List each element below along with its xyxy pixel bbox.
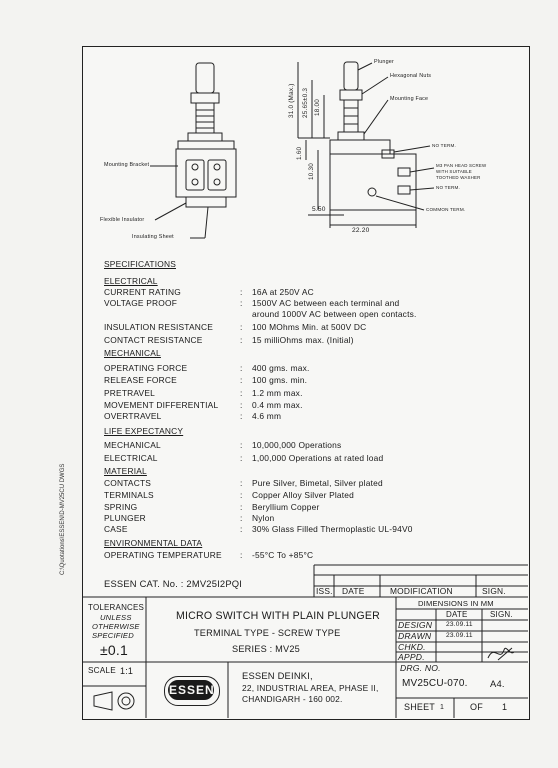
spec-colon: : [240, 440, 243, 450]
spec-value: 4.6 mm [252, 411, 282, 421]
spec-label: MECHANICAL [104, 440, 161, 450]
company-address-1: 22, INDUSTRIAL AREA, PHASE II, [242, 683, 379, 693]
spec-value: Pure Silver, Bimetal, Silver plated [252, 478, 383, 488]
approval-sign-header: SIGN. [490, 610, 513, 619]
spec-value: -55°C To +85°C [252, 550, 314, 560]
spec-colon: : [240, 400, 243, 410]
sheet-number: 1 [440, 704, 445, 711]
drg-number: MV25CU-070. [402, 678, 468, 689]
spec-colon: : [240, 388, 243, 398]
spec-value: 1500V AC between each terminal and [252, 298, 400, 308]
spec-value: 0.4 mm max. [252, 400, 303, 410]
tolerances-unless: UNLESS [100, 613, 132, 622]
spec-label: MOVEMENT DIFFERENTIAL [104, 400, 219, 410]
scale-value: 1:1 [120, 666, 134, 676]
tolerances-specified: SPECIFIED [92, 631, 134, 640]
label-no-term-1: NO TERM. [432, 143, 456, 148]
material-heading: MATERIAL [104, 466, 147, 476]
company-name: ESSEN DEINKI, [242, 670, 313, 681]
spec-value: 1,00,000 Operations at rated load [252, 453, 384, 463]
spec-value: Copper Alloy Silver Plated [252, 490, 355, 500]
title-line-2: TERMINAL TYPE - SCREW TYPE [194, 628, 341, 638]
electrical-heading: ELECTRICAL [104, 276, 158, 286]
rev-sign: SIGN. [482, 586, 506, 596]
drg-label: DRG. NO. [400, 663, 441, 673]
spec-value: 400 gms. max. [252, 363, 310, 373]
spec-label: CASE [104, 524, 128, 534]
dim-2220: 22.20 [352, 227, 370, 234]
mechanical-heading: MECHANICAL [104, 348, 161, 358]
spec-label: VOLTAGE PROOF [104, 298, 178, 308]
spec-label: ELECTRICAL [104, 453, 158, 463]
approval-row-date: 23.09.11 [446, 632, 473, 639]
essen-logo: ESSEN [168, 680, 214, 700]
title-line-3: SERIES : MV25 [232, 644, 300, 654]
spec-value: around 1000V AC between open contacts. [252, 309, 417, 319]
of-label: OF [470, 702, 483, 712]
spec-colon: : [240, 550, 243, 560]
label-screw-note-2: WITH SUITABLE [436, 169, 472, 174]
catalogue-number: ESSEN CAT. No. : 2MV25I2PQI [104, 578, 243, 589]
company-address-2: CHANDIGARH - 160 002. [242, 694, 343, 704]
spec-value: 10,000,000 Operations [252, 440, 342, 450]
spec-value: 15 milliOhms max. (Initial) [252, 335, 354, 345]
dim-550: 5.50 [312, 206, 326, 213]
spec-label: TERMINALS [104, 490, 154, 500]
spec-value: 100 gms. min. [252, 375, 308, 385]
approval-row-label: CHKD. [398, 642, 426, 652]
tolerances-label: TOLERANCES [88, 603, 145, 612]
approval-row-date: 23.09.11 [446, 621, 473, 628]
dim-18: 18.00 [314, 99, 321, 116]
label-insulating-sheet: Insulating Sheet [132, 234, 174, 240]
spec-value: 1.2 mm max. [252, 388, 303, 398]
label-plunger: Plunger [374, 59, 394, 65]
approval-row-label: DRAWN [398, 631, 432, 641]
dims-in-mm: DIMENSIONS IN MM [418, 599, 494, 608]
of-number: 1 [502, 702, 508, 712]
spec-value: 100 MOhms Min. at 500V DC [252, 322, 367, 332]
label-screw-note-1: M3 PAN HEAD SCREW [436, 163, 487, 168]
spec-colon: : [240, 287, 243, 297]
env-heading: ENVIRONMENTAL DATA [104, 538, 203, 548]
label-screw-note-3: TOOTHED WASHER [436, 175, 481, 180]
label-mounting-bracket: Mounting Bracket [104, 162, 150, 168]
label-no-term-2: NO TERM. [436, 185, 460, 190]
label-common-term: COMMON TERM. [426, 207, 466, 212]
spec-label: OPERATING FORCE [104, 363, 188, 373]
signature-mark [484, 640, 518, 664]
tolerance-value: ±0.1 [100, 642, 128, 658]
dim-31: 31.0 (Max.) [288, 83, 295, 118]
spec-colon: : [240, 298, 243, 308]
spec-value: Nylon [252, 513, 275, 523]
scale-label: SCALE [88, 666, 116, 675]
spec-label: RELEASE FORCE [104, 375, 177, 385]
spec-colon: : [240, 411, 243, 421]
dim-1030: 10.30 [308, 163, 315, 180]
spec-colon: : [240, 335, 243, 345]
spec-heading: SPECIFICATIONS [104, 259, 176, 269]
spec-colon: : [240, 453, 243, 463]
spec-value: 30% Glass Filled Thermoplastic UL-94V0 [252, 524, 413, 534]
spec-label: SPRING [104, 502, 138, 512]
label-hex-nuts: Hexagonal Nuts [390, 73, 432, 79]
dim-160: 1.60 [296, 146, 303, 160]
file-path-text: C:\Quotations\ESSEN\D-MV25CU DWGS [60, 463, 66, 575]
rev-modification: MODIFICATION [390, 586, 453, 596]
logo-frame [164, 676, 220, 706]
spec-value: Beryllium Copper [252, 502, 320, 512]
spec-colon: : [240, 524, 243, 534]
dim-25: 25.65±0.3 [302, 87, 309, 118]
spec-colon: : [240, 478, 243, 488]
approval-row-label: DESIGN [398, 620, 433, 630]
spec-label: OPERATING TEMPERATURE [104, 550, 222, 560]
spec-colon: : [240, 322, 243, 332]
rev-iss: ISS. [316, 586, 333, 596]
spec-label: PLUNGER [104, 513, 146, 523]
label-flexible-insulator: Flexible Insulator [100, 217, 145, 223]
spec-colon: : [240, 502, 243, 512]
spec-colon: : [240, 513, 243, 523]
spec-label: PRETRAVEL [104, 388, 155, 398]
spec-label: INSULATION RESISTANCE [104, 322, 214, 332]
sheet-label: SHEET [404, 702, 436, 712]
spec-label: CONTACT RESISTANCE [104, 335, 203, 345]
spec-label: OVERTRAVEL [104, 411, 162, 421]
rev-date: DATE [342, 586, 365, 596]
approval-row-label: APPD. [398, 652, 425, 662]
approval-date-header: DATE [446, 610, 468, 619]
spec-colon: : [240, 490, 243, 500]
spec-value: 16A at 250V AC [252, 287, 314, 297]
label-mounting-face: Mounting Face [390, 96, 429, 102]
title-line-1: MICRO SWITCH WITH PLAIN PLUNGER [176, 610, 380, 622]
spec-colon: : [240, 363, 243, 373]
spec-label: CURRENT RATING [104, 287, 181, 297]
tolerances-otherwise: OTHERWISE [92, 622, 140, 631]
spec-colon: : [240, 375, 243, 385]
spec-label: CONTACTS [104, 478, 152, 488]
life-heading: LIFE EXPECTANCY [104, 426, 184, 436]
projection-symbol-icon [90, 690, 140, 712]
paper-size: A4. [490, 678, 505, 689]
